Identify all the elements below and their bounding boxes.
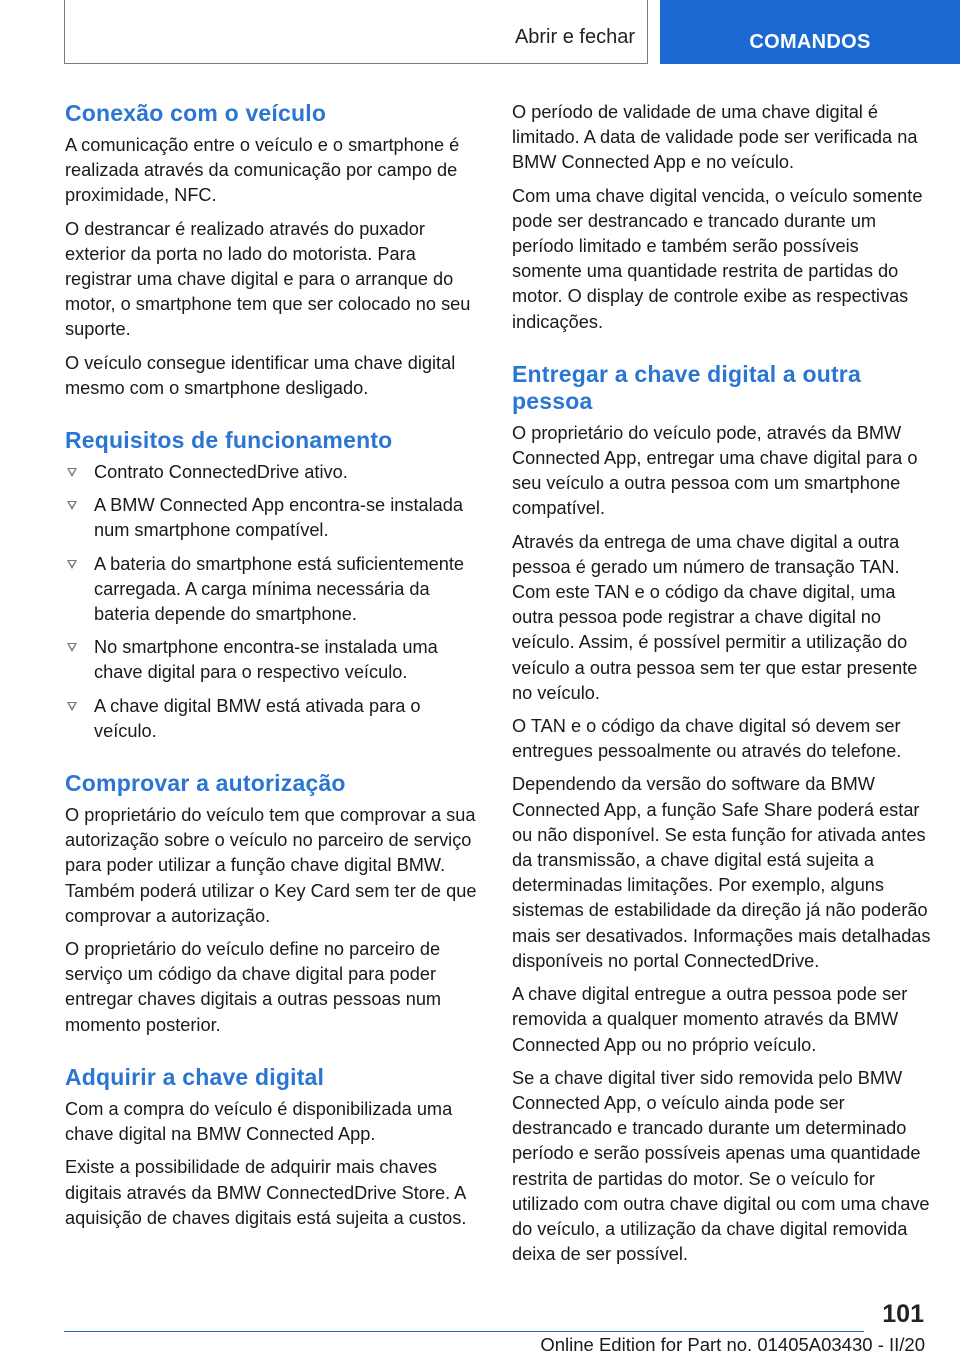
paragraph: Com uma chave digital vencida, o veículo somente pode ser destrancado e trancado durante um período limitado e também serão possíveis somente uma quantidade restrita de partidas do motor. O display de controle exibe as respectivas indicações. <box>512 185 923 332</box>
heading-conexao: Conexão com o veículo <box>65 100 327 126</box>
paragraph: O veículo consegue identificar uma chave digital mesmo com o smartphone desligado. <box>65 352 456 398</box>
triangle-bullet-icon <box>67 560 77 569</box>
paragraph: O TAN e o código da chave digital só devem ser entregues pessoalmente ou através do telefone. <box>512 716 902 762</box>
paragraph: Através da entrega de uma chave digital a outra pessoa é gerado um número de transação TAN. Com este TAN e o código da chave digital, uma outra pessoa pode registrar a chave digital no veículo. Assim, é possível permitir a utilização do veículo a outra pessoa sem ter que estar presente no veículo. <box>512 531 918 703</box>
paragraph: O proprietário do veículo pode, através da BMW Connected App, entregar uma chave digital para o seu veículo a outra pessoa com um smartphone compatível. <box>512 422 918 519</box>
paragraph: O proprietário do veículo tem que comprovar a sua autorização sobre o veículo no parceiro de serviço para poder utilizar a função chave digital BMW. Também poderá utilizar o Key Card sem ter de que comprovar a autorização. <box>65 805 477 926</box>
paragraph: A comunicação entre o veículo e o smartphone é realizada através da comunicação por campo de proximidade, NFC. <box>65 135 460 206</box>
list-item: No smartphone encontra-se instalada uma chave digital para o respectivo veículo. <box>65 635 483 685</box>
triangle-bullet-icon <box>67 501 77 510</box>
footer-divider <box>64 1331 864 1332</box>
list-item: A bateria do smartphone está suficientemente carregada. A carga mínima necessária da bateria depende do smartphone. <box>65 552 483 628</box>
left-column <box>65 100 483 1239</box>
list-item: A BMW Connected App encontra-se instalada num smartphone compatível. <box>65 493 483 543</box>
list-item: Contrato ConnectedDrive ativo. <box>65 460 483 485</box>
header-chapter-tab: COMANDOS <box>660 0 960 64</box>
heading-entregar: Entregar a chave digital a outra pessoa <box>512 360 861 414</box>
header-section-title: Abrir e fechar <box>514 26 635 48</box>
header-section-box <box>64 0 648 64</box>
heading-comprovar: Comprovar a autorização <box>65 770 346 797</box>
requirements-list <box>65 460 483 744</box>
paragraph: Com a compra do veículo é disponibilizada uma chave digital na BMW Connected App. <box>65 1098 453 1145</box>
paragraph: Dependendo da versão do software da BMW Connected App, a função Safe Share poderá estar ou não disponível. Se esta função for ativada antes da transmissão, a chave digital está sujeita a determinadas limitações. Por exemplo, alguns sistemas de estabilidade da direção já não poderão mais ser desativados. Informações mais detalhadas disponíveis no portal ConnectedDrive. <box>512 774 931 971</box>
footer-edition: Online Edition for Part no. 01405A03430 - II/20 <box>540 1334 925 1355</box>
heading-requisitos: Requisitos de funcionamento <box>65 427 393 454</box>
triangle-bullet-icon <box>67 643 77 652</box>
paragraph: O destrancar é realizado através do puxador exterior da porta no lado do motorista. Para registrar uma chave digital e para o arranque do motor, o smartphone tem que ser colocado no seu suporte. <box>65 218 471 340</box>
paragraph: Existe a possibilidade de adquirir mais chaves digitais através da BMW ConnectedDrive Store. A aquisição de chaves digitais está sujeita a custos. <box>65 1157 467 1228</box>
heading-adquirir: Adquirir a chave digital <box>65 1063 325 1090</box>
page-number: 101 <box>882 1300 924 1328</box>
paragraph: O período de validade de uma chave digital é limitado. A data de validade pode ser verificada na BMW Connected App e no veículo. <box>512 102 918 173</box>
list-item: A chave digital BMW está ativada para o veículo. <box>65 694 483 744</box>
paragraph: A chave digital entregue a outra pessoa pode ser removida a qualquer momento através da BMW Connected App ou no próprio veículo. <box>512 984 908 1055</box>
paragraph: Se a chave digital tiver sido removida pelo BMW Connected App, o veículo ainda pode ser destrancado e trancado durante um determinado período e serão possíveis apenas uma quantidade restrita de partidas do motor. Se o veículo for utilizado com outra chave digital ou com uma chave do veículo, a utilização da chave digital removida deixa de ser possível. <box>512 1067 930 1265</box>
triangle-bullet-icon <box>67 702 77 711</box>
right-column <box>512 100 932 1275</box>
paragraph: O proprietário do veículo define no parceiro de serviço um código da chave digital para poder entregar chaves digitais a outras pessoas num momento posterior. <box>65 939 442 1035</box>
triangle-bullet-icon <box>67 468 77 477</box>
